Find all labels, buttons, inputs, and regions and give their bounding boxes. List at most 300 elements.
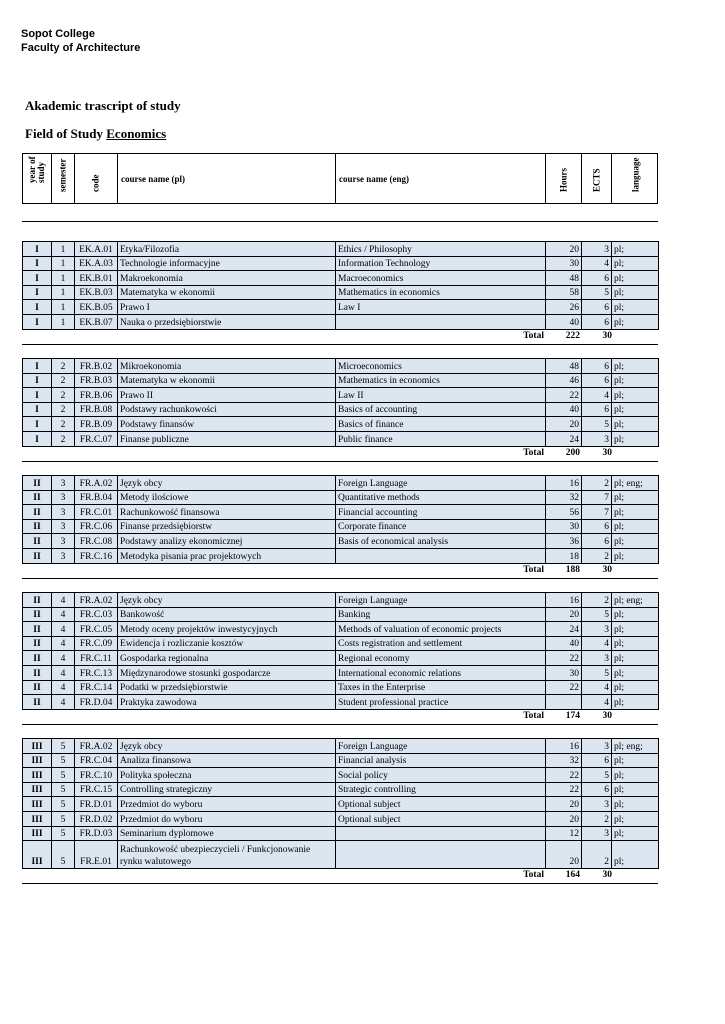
semester-table: [22, 738, 659, 869]
ects-cell: 5: [582, 768, 612, 783]
table-row: [23, 593, 659, 608]
semester-cell: 5: [52, 739, 75, 754]
col-name-eng-label: course name (eng): [339, 174, 409, 184]
ects-cell: 6: [582, 782, 612, 797]
language-cell: pl;: [612, 811, 659, 826]
code-cell: FR.D.03: [75, 826, 118, 841]
year-cell: II: [23, 607, 52, 622]
language-cell: pl;: [612, 768, 659, 783]
table-row: [23, 753, 659, 768]
hours-cell: 40: [546, 636, 582, 651]
year-cell: I: [23, 373, 52, 388]
hours-cell: 30: [546, 519, 582, 534]
year-cell: I: [23, 431, 52, 446]
table-row: [23, 607, 659, 622]
hours-cell: 16: [546, 476, 582, 491]
ects-cell: 2: [582, 593, 612, 608]
code-cell: FR.C.04: [75, 753, 118, 768]
hours-cell: 30: [546, 256, 582, 271]
semester-cell: 2: [52, 402, 75, 417]
semester-block: [22, 241, 658, 345]
total-hours: 174: [565, 710, 580, 721]
year-cell: I: [23, 271, 52, 286]
semester-cell: 5: [52, 826, 75, 841]
code-cell: FR.C.10: [75, 768, 118, 783]
language-cell: pl;: [612, 359, 659, 374]
language-cell: pl;: [612, 431, 659, 446]
code-cell: FR.D.01: [75, 797, 118, 812]
table-row: [23, 782, 659, 797]
hours-cell: 16: [546, 593, 582, 608]
semester-block: [22, 358, 658, 462]
code-cell: FR.D.02: [75, 811, 118, 826]
table-row: [23, 636, 659, 651]
year-cell: I: [23, 359, 52, 374]
year-cell: I: [23, 242, 52, 257]
year-cell: II: [23, 505, 52, 520]
ects-cell: 5: [582, 665, 612, 680]
semester-block: [22, 592, 658, 725]
semester-total-row: [22, 710, 658, 725]
course-name-pl-cell: Przedmiot do wyboru: [118, 797, 336, 812]
course-name-eng-cell: Optional subject: [336, 811, 546, 826]
hours-cell: 40: [546, 402, 582, 417]
ects-cell: 2: [582, 811, 612, 826]
course-name-eng-cell: Financial analysis: [336, 753, 546, 768]
hours-cell: [546, 695, 582, 710]
language-cell: pl;: [612, 519, 659, 534]
semester-cell: 3: [52, 548, 75, 563]
total-ects: 30: [602, 447, 612, 458]
year-cell: II: [23, 695, 52, 710]
hours-cell: 20: [546, 841, 582, 869]
field-of-study-label: Field of Study: [25, 126, 104, 141]
course-name-eng-cell: Optional subject: [336, 797, 546, 812]
year-cell: II: [23, 519, 52, 534]
language-cell: pl;: [612, 242, 659, 257]
year-cell: II: [23, 622, 52, 637]
semester-cell: 4: [52, 665, 75, 680]
semester-cell: 4: [52, 695, 75, 710]
course-name-eng-cell: Taxes in the Enterprise: [336, 680, 546, 695]
semester-block: [22, 738, 658, 884]
course-name-pl-cell: Praktyka zawodowa: [118, 695, 336, 710]
course-name-eng-cell: Quantitative methods: [336, 490, 546, 505]
total-label: Total: [523, 870, 544, 881]
ects-cell: 3: [582, 242, 612, 257]
language-cell: pl;: [612, 300, 659, 315]
course-name-eng-cell: Information Technology: [336, 256, 546, 271]
year-cell: II: [23, 534, 52, 549]
table-row: [23, 665, 659, 680]
table-row: [23, 242, 659, 257]
semester-cell: 5: [52, 811, 75, 826]
code-cell: FR.E.01: [75, 841, 118, 869]
table-row: [23, 476, 659, 491]
ects-cell: 6: [582, 534, 612, 549]
semester-cell: 4: [52, 651, 75, 666]
hours-cell: 32: [546, 490, 582, 505]
ects-cell: 6: [582, 300, 612, 315]
language-cell: pl;: [612, 490, 659, 505]
hours-cell: 22: [546, 680, 582, 695]
table-row: [23, 534, 659, 549]
language-cell: pl;: [612, 651, 659, 666]
code-cell: FR.D.04: [75, 695, 118, 710]
course-name-eng-cell: Foreign Language: [336, 739, 546, 754]
year-cell: II: [23, 680, 52, 695]
semester-cell: 5: [52, 768, 75, 783]
course-name-eng-cell: Mathematics in economics: [336, 373, 546, 388]
semester-cell: 1: [52, 271, 75, 286]
course-name-eng-cell: Financial accounting: [336, 505, 546, 520]
course-name-pl-cell: Podatki w przedsiębiorstwie: [118, 680, 336, 695]
faculty-name: Faculty of Architecture: [21, 42, 141, 54]
semester-cell: 2: [52, 373, 75, 388]
table-row: [23, 519, 659, 534]
year-cell: II: [23, 548, 52, 563]
course-name-eng-cell: Ethics / Philosophy: [336, 242, 546, 257]
course-name-pl-cell: Controlling strategiczny: [118, 782, 336, 797]
table-row: [23, 373, 659, 388]
ects-cell: 6: [582, 519, 612, 534]
language-cell: pl;: [612, 607, 659, 622]
code-cell: FR.A.02: [75, 739, 118, 754]
col-year-label: year of study: [27, 156, 46, 183]
hours-cell: 24: [546, 431, 582, 446]
semester-cell: 5: [52, 841, 75, 869]
semester-cell: 3: [52, 490, 75, 505]
ects-cell: 4: [582, 636, 612, 651]
course-name-pl-cell: Podstawy rachunkowości: [118, 402, 336, 417]
semester-cell: 2: [52, 388, 75, 403]
semester-cell: 5: [52, 782, 75, 797]
code-cell: FR.C.06: [75, 519, 118, 534]
course-name-pl-cell: Międzynarodowe stosunki gospodarcze: [118, 665, 336, 680]
total-label: Total: [523, 710, 544, 721]
code-cell: EK.B.01: [75, 271, 118, 286]
col-semester: [52, 154, 75, 203]
semester-cell: 3: [52, 534, 75, 549]
code-cell: FR.C.09: [75, 636, 118, 651]
language-cell: pl;: [612, 373, 659, 388]
table-row: [23, 359, 659, 374]
code-cell: FR.C.01: [75, 505, 118, 520]
hours-cell: 30: [546, 665, 582, 680]
semester-total-row: [22, 447, 658, 462]
col-language-label: language: [630, 157, 640, 192]
year-cell: III: [23, 811, 52, 826]
semester-cell: 1: [52, 314, 75, 329]
code-cell: FR.B.02: [75, 359, 118, 374]
course-name-pl-cell: Przedmiot do wyboru: [118, 811, 336, 826]
ects-cell: 3: [582, 651, 612, 666]
language-cell: pl;: [612, 841, 659, 869]
hours-cell: 22: [546, 782, 582, 797]
total-ects: 30: [602, 330, 612, 341]
table-row: [23, 768, 659, 783]
course-name-pl-cell: Język obcy: [118, 476, 336, 491]
course-name-pl-cell: Prawo II: [118, 388, 336, 403]
total-hours: 222: [565, 330, 580, 341]
hours-cell: 22: [546, 768, 582, 783]
language-cell: pl;: [612, 753, 659, 768]
table-row: [23, 388, 659, 403]
course-name-pl-cell: Mikroekonomia: [118, 359, 336, 374]
language-cell: pl;: [612, 388, 659, 403]
ects-cell: 6: [582, 359, 612, 374]
semester-cell: 4: [52, 636, 75, 651]
code-cell: FR.B.06: [75, 388, 118, 403]
course-name-eng-cell: Corporate finance: [336, 519, 546, 534]
semester-cell: 1: [52, 285, 75, 300]
hours-cell: 20: [546, 811, 582, 826]
table-row: [23, 695, 659, 710]
ects-cell: 4: [582, 680, 612, 695]
total-ects: 30: [602, 564, 612, 575]
semester-cell: 3: [52, 505, 75, 520]
hours-cell: 20: [546, 607, 582, 622]
language-cell: pl; eng;: [612, 739, 659, 754]
code-cell: EK.A.03: [75, 256, 118, 271]
course-name-pl-cell: Metody ilościowe: [118, 490, 336, 505]
table-row: [23, 402, 659, 417]
semester-cell: 1: [52, 256, 75, 271]
course-name-eng-cell: Microeconomics: [336, 359, 546, 374]
table-header: [22, 153, 658, 204]
course-name-pl-cell: Nauka o przedsiębiorstwie: [118, 314, 336, 329]
code-cell: EK.B.05: [75, 300, 118, 315]
language-cell: pl; eng;: [612, 476, 659, 491]
col-semester-label: semester: [57, 158, 68, 192]
code-cell: FR.B.08: [75, 402, 118, 417]
college-name: Sopot College: [21, 28, 95, 40]
course-name-pl-cell: Technologie informacyjne: [118, 256, 336, 271]
hours-cell: 20: [546, 242, 582, 257]
course-name-eng-cell: Regional economy: [336, 651, 546, 666]
language-cell: pl;: [612, 695, 659, 710]
course-name-pl-cell: Analiza finansowa: [118, 753, 336, 768]
code-cell: FR.C.08: [75, 534, 118, 549]
code-cell: FR.A.02: [75, 593, 118, 608]
course-name-pl-cell: Matematyka w ekonomii: [118, 285, 336, 300]
code-cell: FR.C.05: [75, 622, 118, 637]
total-label: Total: [523, 564, 544, 575]
year-cell: III: [23, 782, 52, 797]
table-row: [23, 680, 659, 695]
language-cell: pl;: [612, 534, 659, 549]
total-label: Total: [523, 330, 544, 341]
course-name-eng-cell: Foreign Language: [336, 476, 546, 491]
semester-cell: 4: [52, 607, 75, 622]
semester-cell: 3: [52, 519, 75, 534]
total-hours: 200: [565, 447, 580, 458]
hours-cell: 32: [546, 753, 582, 768]
language-cell: pl;: [612, 797, 659, 812]
semester-cell: 4: [52, 622, 75, 637]
semester-total-row: [22, 330, 658, 345]
course-name-pl-cell: Rachunkowość ubezpieczycieli / Funkcjonowanie rynku walutowego: [118, 841, 336, 869]
code-cell: FR.C.03: [75, 607, 118, 622]
ects-cell: 4: [582, 256, 612, 271]
language-cell: pl;: [612, 505, 659, 520]
hours-cell: 24: [546, 622, 582, 637]
course-name-pl-cell: Finanse publiczne: [118, 431, 336, 446]
ects-cell: 2: [582, 841, 612, 869]
course-name-eng-cell: Strategic controlling: [336, 782, 546, 797]
course-name-eng-cell: Methods of valuation of economic projects: [336, 622, 546, 637]
table-row: [23, 417, 659, 432]
table-row: [23, 285, 659, 300]
course-name-pl-cell: Etyka/Filozofia: [118, 242, 336, 257]
year-cell: II: [23, 476, 52, 491]
table-row: [23, 841, 659, 869]
course-name-eng-cell: Foreign Language: [336, 593, 546, 608]
course-name-pl-cell: Gospodarka regionalna: [118, 651, 336, 666]
total-hours: 164: [565, 870, 580, 881]
year-cell: II: [23, 636, 52, 651]
course-name-eng-cell: Mathematics in economics: [336, 285, 546, 300]
ects-cell: 6: [582, 271, 612, 286]
ects-cell: 6: [582, 753, 612, 768]
code-cell: FR.C.13: [75, 665, 118, 680]
course-name-eng-cell: Basis of economical analysis: [336, 534, 546, 549]
code-cell: FR.A.02: [75, 476, 118, 491]
course-name-pl-cell: Bankowość: [118, 607, 336, 622]
ects-cell: 5: [582, 417, 612, 432]
language-cell: pl;: [612, 417, 659, 432]
field-of-study-value: Economics: [106, 126, 167, 141]
year-cell: I: [23, 402, 52, 417]
table-row: [23, 300, 659, 315]
year-cell: I: [23, 314, 52, 329]
ects-cell: 3: [582, 826, 612, 841]
semester-table: [22, 592, 659, 710]
code-cell: EK.B.03: [75, 285, 118, 300]
total-ects: 30: [602, 870, 612, 881]
course-name-pl-cell: Język obcy: [118, 739, 336, 754]
code-cell: FR.C.15: [75, 782, 118, 797]
table-row: [23, 431, 659, 446]
course-name-pl-cell: Makroekonomia: [118, 271, 336, 286]
semester-cell: 2: [52, 417, 75, 432]
course-name-pl-cell: Polityka społeczna: [118, 768, 336, 783]
year-cell: III: [23, 797, 52, 812]
table-row: [23, 811, 659, 826]
year-cell: I: [23, 417, 52, 432]
course-name-eng-cell: Basics of finance: [336, 417, 546, 432]
table-row: [23, 826, 659, 841]
hours-cell: 26: [546, 300, 582, 315]
document-title: Akademic trascript of study: [25, 98, 181, 113]
hours-cell: 56: [546, 505, 582, 520]
col-year: [23, 154, 52, 203]
hours-cell: 48: [546, 359, 582, 374]
language-cell: pl;: [612, 548, 659, 563]
col-hours: [546, 154, 582, 203]
year-cell: III: [23, 739, 52, 754]
code-cell: FR.B.03: [75, 373, 118, 388]
year-cell: II: [23, 665, 52, 680]
hours-cell: 22: [546, 651, 582, 666]
code-cell: FR.B.09: [75, 417, 118, 432]
year-cell: I: [23, 285, 52, 300]
col-ects-label: ECTS: [591, 168, 601, 192]
semester-cell: 5: [52, 797, 75, 812]
hours-cell: 36: [546, 534, 582, 549]
language-cell: pl;: [612, 782, 659, 797]
ects-cell: 6: [582, 314, 612, 329]
code-cell: FR.C.11: [75, 651, 118, 666]
course-name-pl-cell: Finanse przedsiębiorstw: [118, 519, 336, 534]
course-name-pl-cell: Rachunkowość finansowa: [118, 505, 336, 520]
course-name-eng-cell: [336, 826, 546, 841]
language-cell: pl;: [612, 622, 659, 637]
semester-table: [22, 358, 659, 447]
table-row: [23, 797, 659, 812]
year-cell: I: [23, 388, 52, 403]
hours-cell: 58: [546, 285, 582, 300]
course-name-eng-cell: International economic relations: [336, 665, 546, 680]
table-row: [23, 651, 659, 666]
ects-cell: 3: [582, 739, 612, 754]
hours-cell: 20: [546, 417, 582, 432]
semester-table: [22, 475, 659, 564]
semester-cell: 1: [52, 300, 75, 315]
table-row: [23, 505, 659, 520]
ects-cell: 3: [582, 622, 612, 637]
ects-cell: 2: [582, 476, 612, 491]
course-name-eng-cell: Social policy: [336, 768, 546, 783]
language-cell: pl;: [612, 285, 659, 300]
course-name-pl-cell: Podstawy finansów: [118, 417, 336, 432]
semester-cell: 4: [52, 593, 75, 608]
hours-cell: 12: [546, 826, 582, 841]
language-cell: pl;: [612, 314, 659, 329]
hours-cell: 16: [546, 739, 582, 754]
table-row: [23, 622, 659, 637]
semester-cell: 2: [52, 431, 75, 446]
year-cell: II: [23, 593, 52, 608]
year-cell: III: [23, 826, 52, 841]
col-name-eng: [336, 154, 546, 203]
ects-cell: 5: [582, 285, 612, 300]
course-name-eng-cell: [336, 548, 546, 563]
course-name-pl-cell: Prawo I: [118, 300, 336, 315]
semester-cell: 3: [52, 476, 75, 491]
table-row: [23, 256, 659, 271]
language-cell: pl;: [612, 256, 659, 271]
semester-total-row: [22, 564, 658, 579]
course-name-eng-cell: Public finance: [336, 431, 546, 446]
hours-cell: 22: [546, 388, 582, 403]
ects-cell: 6: [582, 373, 612, 388]
table-row: [23, 490, 659, 505]
col-hours-label: Hours: [558, 167, 568, 192]
ects-cell: 7: [582, 490, 612, 505]
field-of-study: [25, 126, 166, 141]
table-row: [23, 314, 659, 329]
ects-cell: 2: [582, 548, 612, 563]
header-separator: [22, 221, 658, 222]
hours-cell: 40: [546, 314, 582, 329]
semester-cell: 4: [52, 680, 75, 695]
course-name-eng-cell: Costs registration and settlement: [336, 636, 546, 651]
semester-block: [22, 475, 658, 579]
course-name-eng-cell: Law I: [336, 300, 546, 315]
table-row: [23, 548, 659, 563]
course-name-eng-cell: Student professional practice: [336, 695, 546, 710]
